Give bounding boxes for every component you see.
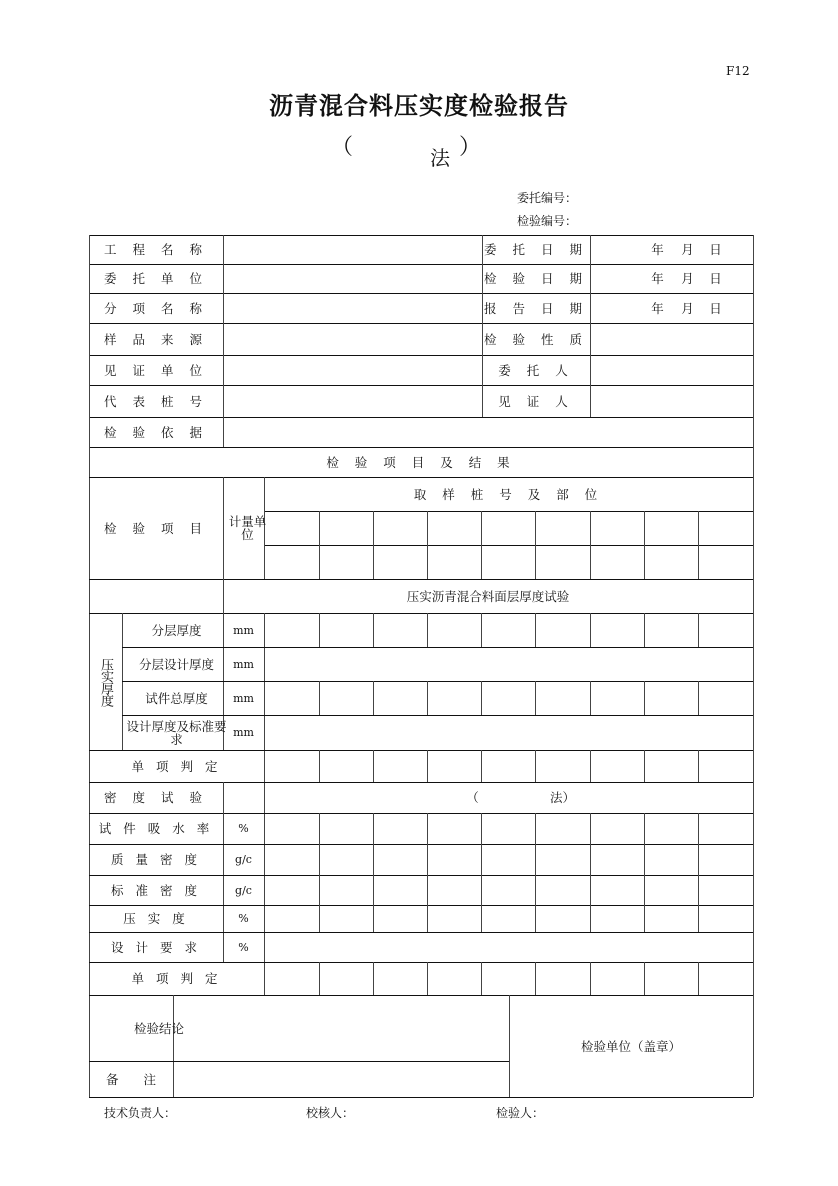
info-label: 检 验 依 据 (104, 424, 208, 440)
unit-label: % (238, 822, 249, 835)
info-label: 分 项 名 称 (104, 300, 208, 316)
data-cell[interactable] (427, 813, 481, 844)
data-cell[interactable] (535, 875, 590, 905)
data-cell[interactable] (264, 844, 319, 875)
data-cell[interactable] (590, 905, 644, 932)
table-rule (753, 235, 754, 1097)
date-day-label: 日 (709, 242, 722, 257)
data-cell[interactable] (373, 613, 427, 647)
info-input[interactable] (590, 385, 753, 417)
sample-location-cell[interactable] (427, 511, 481, 545)
data-cell[interactable] (427, 962, 481, 995)
info-label: 工 程 名 称 (104, 242, 208, 257)
info-label: 委 托 单 位 (104, 271, 208, 286)
data-cell[interactable] (535, 813, 590, 844)
sample-location-cell[interactable] (319, 545, 373, 579)
info-input[interactable] (590, 323, 753, 355)
conclusion-label: 检验结论 (133, 1020, 184, 1036)
sample-location-cell[interactable] (427, 545, 481, 579)
data-cell[interactable] (319, 962, 373, 995)
data-cell[interactable] (427, 875, 481, 905)
thickness-row-label: 分层厚度 (151, 622, 202, 638)
sample-location-cell[interactable] (264, 545, 319, 579)
data-cell[interactable] (264, 613, 319, 647)
sample-location-cell[interactable] (373, 511, 427, 545)
density-row-label: 质 量 密 度 (111, 852, 201, 867)
inspection-number-label: 检验编号： (517, 214, 578, 228)
data-cell[interactable] (590, 962, 644, 995)
info-label: 代 表 桩 号 (104, 393, 208, 409)
info-label: 样 品 来 源 (104, 331, 208, 347)
data-cell[interactable] (373, 844, 427, 875)
density-method-open-paren: （ (466, 790, 479, 805)
sample-location-cell[interactable] (535, 511, 590, 545)
info-input[interactable] (223, 355, 482, 385)
sample-location-cell[interactable] (644, 545, 698, 579)
data-cell[interactable] (535, 750, 590, 782)
sample-location-cell[interactable] (698, 545, 753, 579)
data-cell[interactable] (373, 681, 427, 715)
data-cell[interactable] (644, 613, 698, 647)
data-cell-merged[interactable] (264, 715, 753, 750)
subtitle-open-paren: （ (331, 135, 354, 160)
info-label-right: 委 托 日 期 (484, 242, 588, 257)
data-cell[interactable] (427, 905, 481, 932)
data-cell[interactable] (319, 750, 373, 782)
single-judgement-label: 单 项 判 定 (131, 971, 222, 986)
data-cell[interactable] (264, 681, 319, 715)
density-row-label: 压 实 度 (123, 911, 189, 926)
data-cell[interactable] (427, 613, 481, 647)
data-cell[interactable] (590, 844, 644, 875)
data-cell[interactable] (698, 813, 753, 844)
data-cell[interactable] (481, 681, 535, 715)
data-cell[interactable] (481, 962, 535, 995)
date-year-label: 年 (651, 271, 664, 286)
unit-label: mm (233, 691, 254, 705)
data-cell[interactable] (427, 750, 481, 782)
data-cell[interactable] (590, 681, 644, 715)
unit-label: % (238, 940, 249, 954)
info-input[interactable] (223, 293, 482, 323)
sample-location-cell[interactable] (535, 545, 590, 579)
date-year-label: 年 (651, 300, 664, 316)
data-cell[interactable] (319, 813, 373, 844)
inspection-unit-stamp-label: 检验单位（盖章） (580, 1038, 681, 1054)
commission-number-label: 委托编号： (517, 191, 578, 205)
data-cell[interactable] (644, 844, 698, 875)
data-cell[interactable] (644, 813, 698, 844)
info-input[interactable] (223, 264, 482, 293)
data-cell[interactable] (644, 962, 698, 995)
sample-location-cell[interactable] (590, 511, 644, 545)
info-label-right: 检 验 性 质 (484, 331, 588, 347)
data-cell[interactable] (481, 813, 535, 844)
data-cell[interactable] (319, 613, 373, 647)
data-cell[interactable] (264, 962, 319, 995)
data-cell[interactable] (319, 844, 373, 875)
info-input[interactable] (590, 355, 753, 385)
data-cell[interactable] (644, 681, 698, 715)
info-input[interactable] (223, 385, 482, 417)
data-cell[interactable] (373, 813, 427, 844)
info-input[interactable] (223, 235, 482, 264)
data-cell[interactable] (535, 905, 590, 932)
sample-location-cell[interactable] (319, 511, 373, 545)
remarks-label: 备 注 (105, 1071, 156, 1087)
reviewer-signature-label: 校核人： (306, 1106, 355, 1120)
data-cell[interactable] (264, 875, 319, 905)
date-month-label: 月 (681, 242, 694, 257)
date-month-label: 月 (681, 271, 694, 286)
data-cell[interactable] (590, 750, 644, 782)
inspector-signature-label: 检验人： (496, 1106, 545, 1120)
data-cell[interactable] (319, 905, 373, 932)
data-cell[interactable] (698, 844, 753, 875)
date-year-label: 年 (651, 242, 664, 257)
sample-location-cell[interactable] (481, 545, 535, 579)
data-cell[interactable] (644, 875, 698, 905)
sample-location-cell[interactable] (481, 511, 535, 545)
data-cell[interactable] (427, 681, 481, 715)
data-cell[interactable] (481, 875, 535, 905)
data-cell[interactable] (535, 681, 590, 715)
density-row-label: 标 准 密 度 (111, 882, 201, 898)
data-cell[interactable] (373, 750, 427, 782)
data-cell[interactable] (481, 905, 535, 932)
subtitle-close-paren: ） (459, 135, 482, 160)
thickness-row-label: 设计厚度及标准要求 (126, 718, 227, 747)
data-cell[interactable] (698, 875, 753, 905)
date-day-label: 日 (709, 300, 722, 316)
subtitle-method: 法 (430, 146, 450, 170)
page-title: 沥青混合料压实度检验报告 (269, 92, 569, 120)
sample-location-cell[interactable] (264, 511, 319, 545)
data-cell[interactable] (535, 844, 590, 875)
date-month-label: 月 (681, 300, 694, 316)
data-cell[interactable] (373, 875, 427, 905)
data-cell[interactable] (481, 613, 535, 647)
remarks-input[interactable] (173, 1061, 509, 1097)
sample-location-cell[interactable] (644, 511, 698, 545)
unit-header: 计量单位 (228, 514, 267, 542)
conclusion-input[interactable] (173, 995, 509, 1061)
form-code: F12 (726, 64, 750, 78)
info-label-right: 报 告 日 期 (484, 300, 588, 316)
table-rule (89, 1097, 753, 1098)
sample-location-cell[interactable] (590, 545, 644, 579)
data-cell[interactable] (319, 681, 373, 715)
unit-label: mm (233, 623, 254, 637)
data-cell[interactable] (698, 681, 753, 715)
info-label-right: 检 验 日 期 (484, 271, 588, 286)
data-cell-merged[interactable] (264, 647, 753, 681)
unit-label: g/c (235, 853, 252, 866)
section-header: 检 验 项 目 及 结 果 (326, 454, 516, 470)
data-cell[interactable] (481, 844, 535, 875)
data-cell[interactable] (481, 750, 535, 782)
thickness-row-label: 试件总厚度 (145, 690, 208, 706)
single-judgement-label: 单 项 判 定 (131, 758, 222, 774)
data-cell[interactable] (427, 844, 481, 875)
data-cell[interactable] (590, 613, 644, 647)
data-cell[interactable] (319, 875, 373, 905)
info-label-right: 见 证 人 (498, 393, 574, 409)
data-cell[interactable] (535, 613, 590, 647)
sample-location-header: 取 样 桩 号 及 部 位 (413, 486, 604, 502)
density-row-label: 试 件 吸 水 率 (98, 821, 214, 836)
data-cell[interactable] (264, 813, 319, 844)
data-cell[interactable] (373, 905, 427, 932)
thickness-group-label: 压实厚度 (98, 657, 113, 706)
data-cell[interactable] (264, 905, 319, 932)
data-cell[interactable] (698, 905, 753, 932)
data-cell[interactable] (373, 962, 427, 995)
data-cell[interactable] (264, 750, 319, 782)
data-cell[interactable] (698, 613, 753, 647)
data-cell[interactable] (590, 875, 644, 905)
unit-label: mm (233, 726, 254, 739)
info-input[interactable] (223, 417, 753, 447)
data-cell[interactable] (644, 905, 698, 932)
date-day-label: 日 (709, 271, 722, 286)
density-method-label: 法） (549, 790, 575, 805)
data-cell[interactable] (698, 750, 753, 782)
data-cell[interactable] (698, 962, 753, 995)
unit-label: g/c (235, 883, 252, 897)
info-label-right: 委 托 人 (498, 362, 574, 378)
thickness-test-title: 压实沥青混合料面层厚度试验 (406, 588, 570, 604)
info-input[interactable] (223, 323, 482, 355)
density-row-label: 设 计 要 求 (111, 939, 201, 955)
tech-lead-signature-label: 技术负责人： (104, 1106, 177, 1120)
data-cell[interactable] (590, 813, 644, 844)
data-cell-merged[interactable] (264, 932, 753, 962)
thickness-row-label: 分层设计厚度 (138, 656, 214, 672)
data-cell[interactable] (644, 750, 698, 782)
density-test-label: 密 度 试 验 (104, 790, 208, 805)
sample-location-cell[interactable] (373, 545, 427, 579)
unit-label: % (238, 912, 249, 925)
sample-location-cell[interactable] (698, 511, 753, 545)
data-cell[interactable] (535, 962, 590, 995)
inspection-item-header: 检 验 项 目 (104, 520, 208, 536)
unit-label: mm (233, 657, 254, 671)
info-label: 见 证 单 位 (104, 362, 208, 378)
